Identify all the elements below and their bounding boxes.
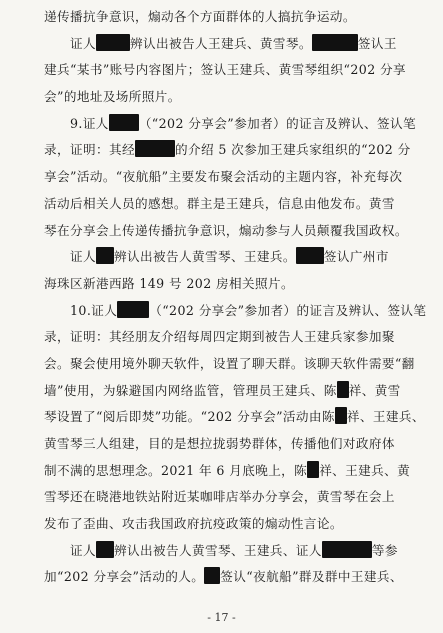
redaction-block bbox=[117, 301, 149, 318]
text-segment: 琴设置了“阅后即焚”功能。“202 分享会”活动由陈 bbox=[44, 409, 335, 425]
text-segment: 雪琴还在晓港地铁站附近某咖啡店举办分享会，黄雪琴在会上 bbox=[44, 489, 395, 505]
text-line bbox=[44, 111, 420, 138]
text-segment: 录，证明：其经 bbox=[44, 142, 135, 158]
text-line bbox=[44, 164, 420, 191]
redaction-block bbox=[296, 247, 324, 264]
text-line bbox=[44, 4, 420, 31]
redaction-block bbox=[135, 140, 175, 157]
text-segment: 制不满的思想理念。2021 年 6 月底晚上，陈 bbox=[44, 462, 308, 478]
text-segment: 签认王 bbox=[357, 35, 397, 51]
redaction-block bbox=[204, 567, 220, 584]
redaction-block bbox=[322, 541, 372, 558]
text-segment: 签认广州市 bbox=[323, 249, 389, 265]
text-segment: 活动后相关人员的感想。群主是王建兵，信息由他发布。黄雪 bbox=[44, 195, 395, 211]
text-segment: 的介绍 5 次参加王建兵家组织的“202 分 bbox=[174, 142, 411, 158]
text-segment: 会。聚会使用境外聊天软件，设置了聊天群。该聊天软件需要“翻 bbox=[44, 355, 415, 371]
page-number: - 17 - bbox=[207, 611, 236, 624]
text-segment: 加“202 分享会”活动的人。 bbox=[44, 569, 205, 585]
text-segment: （“202 分享会”参加者）的证言及辨认、签认笔 bbox=[149, 302, 427, 318]
text-line bbox=[44, 218, 420, 245]
text-segment: 9.证人 bbox=[70, 115, 109, 131]
text-line bbox=[44, 324, 420, 351]
text-line bbox=[44, 351, 420, 378]
text-line bbox=[44, 271, 420, 298]
redaction-block bbox=[96, 34, 130, 51]
text-segment: 祥、王建兵、黄 bbox=[319, 462, 411, 478]
text-segment: 发布了歪曲、攻击我国政府抗疫政策的煽动性言论。 bbox=[44, 516, 343, 532]
text-line bbox=[44, 458, 420, 485]
text-line bbox=[44, 404, 425, 431]
text-line bbox=[44, 191, 420, 218]
text-segment: 递传播抗争意识，煽动各个方面群体的人搞抗争运动。 bbox=[44, 9, 356, 24]
text-segment: 享会”活动。“夜航船”主要发布聚会活动的主题内容，补充每次 bbox=[44, 169, 403, 185]
text-segment: 海珠区新港西路 149 号 202 房相关照片。 bbox=[44, 275, 295, 291]
text-line bbox=[44, 511, 420, 538]
text-segment: 签认“夜航船”群及群中王建兵、 bbox=[220, 569, 403, 585]
text-segment: 祥、王建兵、 bbox=[346, 409, 425, 425]
text-segment: 祥、黄雪 bbox=[348, 382, 401, 398]
text-line bbox=[44, 137, 420, 164]
text-segment: 等参 bbox=[371, 542, 398, 558]
body-text bbox=[44, 4, 427, 591]
text-segment: 10.证人 bbox=[70, 302, 118, 318]
text-segment: 墙”使用，为躲避国内网络监管，管理员王建兵、陈 bbox=[44, 382, 337, 398]
text-line bbox=[44, 538, 420, 565]
text-line bbox=[44, 564, 420, 591]
text-line bbox=[44, 84, 420, 111]
text-segment: 证人 bbox=[70, 35, 96, 51]
text-segment: 琴在分享会上传递传播抗争意识，煽动参与人员颠覆我国政权。 bbox=[44, 222, 408, 238]
text-segment: 证人 bbox=[70, 249, 96, 265]
text-segment: 黄雪琴三人组建，目的是想拉拢弱势群体，传播他们对政府体 bbox=[44, 436, 395, 451]
redaction-block bbox=[109, 114, 139, 131]
text-line bbox=[44, 431, 420, 458]
text-line bbox=[44, 31, 420, 58]
text-line bbox=[44, 484, 420, 511]
text-segment: 证人 bbox=[70, 542, 96, 558]
redaction-block bbox=[312, 34, 358, 51]
redaction-block bbox=[337, 381, 349, 398]
redaction-block bbox=[335, 407, 347, 424]
text-segment: （“202 分享会”参加者）的证言及辨认、签认笔 bbox=[138, 115, 417, 131]
text-segment: 辨认出被告人黄雪琴、王建兵。 bbox=[114, 249, 296, 265]
redaction-block bbox=[96, 541, 114, 558]
text-line bbox=[44, 298, 427, 325]
text-segment: 辨认出被告人黄雪琴、王建兵、证人 bbox=[114, 542, 322, 558]
text-segment: 建兵“某书”账号内容图片；签认王建兵、黄雪琴组织“202 分享 bbox=[44, 62, 407, 78]
text-segment: 会”的地址及场所照片。 bbox=[44, 89, 181, 105]
text-line bbox=[44, 57, 420, 84]
text-segment: 录，证明：其经朋友介绍每周四定期到被告人王建兵家参加聚 bbox=[44, 329, 395, 345]
text-line bbox=[44, 378, 420, 405]
redaction-block bbox=[96, 247, 114, 264]
text-segment: 辨认出被告人王建兵、黄雪琴。 bbox=[130, 35, 312, 51]
redaction-block bbox=[307, 461, 319, 478]
text-line bbox=[44, 244, 420, 271]
